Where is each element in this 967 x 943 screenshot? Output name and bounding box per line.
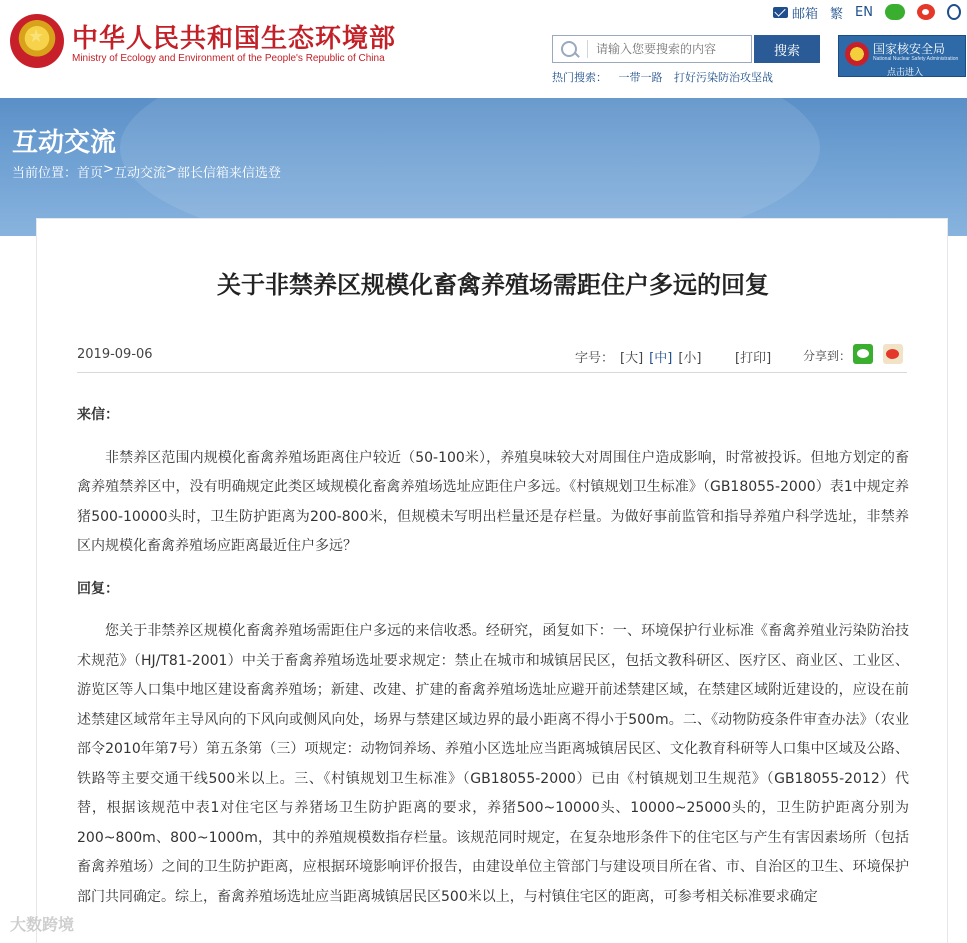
breadcrumb-label: 当前位置： [12, 166, 78, 181]
letter-label: 来信： [77, 407, 119, 423]
search-icon [561, 41, 577, 57]
article-card [36, 218, 948, 943]
reply-paragraph: 您关于非禁养区规模化畜禽养殖场需距住户多远的来信收悉。经研究，函复如下：一、环境保护行业标准《畜禽养殖业污染防治技术规范》（HJ/T81-2001）中关于畜禽养殖场选址要求规定：禁止在城市和城镇居民区，包括文教科研区、医疗区、商业区、工业区、游览区等人口集中地区建设畜禽养殖场；新建、改建、扩建的畜禽养殖场选址应避开前述禁建区域，在禁建区域附近建设的，应设在前述禁建区域常年主导风向的下风向或侧风向处，场界与禁建区域边界的最小距离不得小于500m。二、《动物防疫条件审查办法》（农业部令2010年第7号）第五条第（三）项规定：动物饲养场、养殖小区选址应当距离城镇居民区、文化教育科研等人口集中区域及公路、铁路等主要交通干线500米以上。三、《村镇规划卫生标准》（GB18055-2000）已由《村镇规划卫生规范》（GB18055-2012）代替，根据该规范中表1对住宅区与养猪场卫生防护距离的要求，养猪500~10000头、10000~25000头的，卫生防护距离分别为200~800m、800~1000m，其中的养殖规模数指存栏量。该规范同时规定，在复杂地形条件下的住宅区与产生有害因素场所（包括畜禽养殖场）之间的卫生防护距离，应根据环境影响评价报告，由建设单位主管部门与建设项目所在省、市、自治区的卫生、环境保护部门共同确定。综上，畜禽养殖场选址应当距离城镇居民区500米以上，与村镇住宅区的距离，可参考相关标准要求确定 [77, 623, 909, 905]
accessibility-link[interactable] [947, 4, 961, 20]
wechat-icon [885, 4, 905, 20]
mail-link[interactable]: 邮箱 [773, 3, 818, 22]
reply-label: 回复： [77, 580, 119, 597]
site-title[interactable]: 中华人民共和国生态环境部 [72, 24, 397, 54]
hot-search [552, 69, 781, 85]
breadcrumb-home[interactable]: 首页 [77, 166, 104, 181]
weibo-icon [917, 4, 935, 20]
accessibility-icon [947, 4, 961, 20]
breadcrumb-interaction[interactable]: 互动交流 [113, 166, 166, 181]
search-divider [587, 40, 588, 58]
article-title: 关于非禁养区规模化畜禽养殖场需距住户多远的回复 [217, 271, 769, 299]
nnsa-banner-link[interactable] [838, 35, 966, 77]
font-size-medium[interactable]: [中] [649, 351, 673, 366]
print-button[interactable]: [打印] [735, 351, 772, 366]
nnsa-emblem-icon [845, 42, 869, 66]
watermark: 大数跨境 [10, 915, 75, 934]
nnsa-enter-label: 点击进入 [887, 68, 924, 78]
national-emblem-icon[interactable]: ★ [10, 14, 64, 68]
share-weibo-icon[interactable] [883, 344, 903, 364]
nnsa-name-en: National Nuclear Safety Administration [873, 56, 959, 62]
nnsa-name: 国家核安全局 [873, 42, 946, 56]
section-title: 互动交流 [12, 128, 117, 158]
font-size-controls [575, 347, 707, 366]
search-input[interactable] [596, 42, 746, 56]
site-header [0, 0, 967, 98]
hot-search-label: 热门搜索： [552, 71, 607, 84]
weibo-link[interactable] [917, 4, 935, 20]
font-size-large[interactable]: [大] [620, 351, 644, 366]
english-link[interactable]: EN [855, 4, 873, 20]
hot-search-item[interactable]: 一带一路 [618, 71, 663, 84]
section-banner [0, 98, 967, 236]
font-size-small[interactable]: [小] [678, 351, 702, 366]
search-button[interactable]: 搜索 [754, 35, 820, 63]
search-box [552, 35, 752, 63]
letter-paragraph: 非禁养区范围内规模化畜禽养殖场距离住户较近（50-100米），养殖臭味较大对周围住户造成影响，时常被投诉。但地方划定的畜禽养殖禁养区中，没有明确规定此类区域规模化畜禽养殖场选址应距住户多远。《村镇规划卫生标准》（GB18055-2000）表1中规定养猪500-10000头时，卫生防护距离为200-800米，但规模未写明出栏量还是存栏量。为做好事前监管和指导养殖户科学选址，非禁养区内规模化畜禽养殖场应距离最近住户多远？ [77, 449, 909, 554]
site-title-en[interactable]: Ministry of Ecology and Environment of the People's Republic of China [72, 53, 385, 64]
breadcrumb [12, 162, 281, 181]
breadcrumb-separator: > [103, 162, 114, 177]
traditional-chinese-link[interactable]: 繁 [830, 6, 844, 22]
breadcrumb-separator: > [165, 162, 177, 177]
breadcrumb-mailbox[interactable]: 部长信箱来信选登 [176, 166, 281, 181]
wechat-link[interactable] [885, 4, 905, 20]
article-body [77, 401, 909, 925]
article-meta [77, 337, 907, 373]
hot-search-item[interactable]: 打好污染防治攻坚战 [674, 71, 773, 84]
font-size-label: 字号： [575, 351, 615, 366]
share-label: 分享到： [803, 349, 852, 363]
publish-date: 2019-09-06 [77, 347, 153, 362]
share-wechat-icon[interactable] [853, 344, 873, 364]
mail-icon [773, 7, 788, 18]
top-links [773, 2, 961, 22]
